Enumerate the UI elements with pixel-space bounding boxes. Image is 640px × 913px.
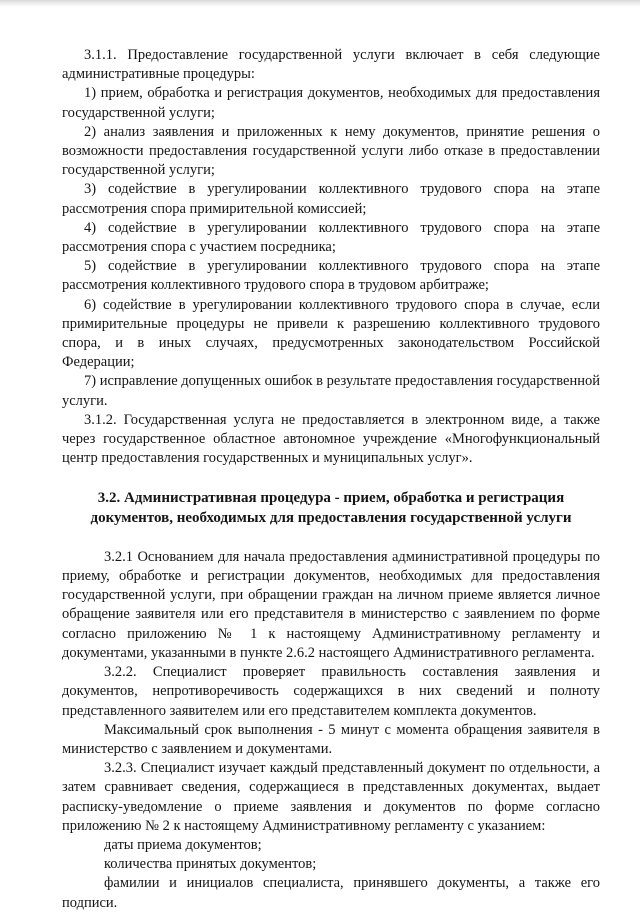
list-item-receipt-specialist: фамилии и инициалов специалиста, принявшего документы, а также его подписи. bbox=[62, 875, 600, 911]
section-title: 3.2. Административная процедура - прием, обработка и регистрация документов, необходимых для предоставления государственной услуги bbox=[90, 490, 572, 526]
paragraph-max-time: Максимальный срок выполнения - 5 минут с момента обращения заявителя в министерство с заявлением и документами. bbox=[62, 721, 600, 757]
list-item-1: 1) прием, обработка и регистрация документов, необходимых для предоставления государственной услуги; bbox=[62, 85, 600, 121]
list-item-receipt-count: количества принятых документов; bbox=[104, 856, 317, 873]
paragraph-3-1-1: 3.1.1. Предоставление государственной услуги включает в себя следующие административные процедуры: bbox=[62, 47, 600, 83]
paragraph-3-1-2: 3.1.2. Государственная услуга не предоставляется в электронном виде, а также через государственное областное автономное учреждение «Многофункциональный центр предоставления государственных и муниципальных услуг». bbox=[62, 411, 600, 467]
list-item-2: 2) анализ заявления и приложенных к нему документов, принятие решения о возможности предоставления государственной услуги либо отказе в предоставлении государственной услуги; bbox=[62, 123, 600, 179]
list-item-6: 6) содействие в урегулировании коллективного трудового спора в случае, если примирительные процедуры не привели к разрешению коллективного трудового спора, и в иных случаях, предусмотренных законодательством Российской Федерации; bbox=[62, 296, 600, 371]
list-item-4: 4) содействие в урегулировании коллективного трудового спора на этапе рассмотрения спора с участием посредника; bbox=[62, 219, 600, 256]
paragraph-3-2-3: 3.2.3. Специалист изучает каждый представленный документ по отдельности, а затем сравнивает сведения, содержащиеся в представленных документах, выдает расписку-уведомление о приеме заявления и документов по форме согласно приложению № 2 к настоящему Административному регламенту с указанием: bbox=[62, 760, 600, 834]
list-item-7: 7) исправление допущенных ошибок в результате предоставления государственной услуги. bbox=[62, 373, 600, 409]
list-item-3: 3) содействие в урегулировании коллективного трудового спора на этапе рассмотрения спора примирительной комиссией; bbox=[62, 181, 600, 217]
paragraph-3-2-2: 3.2.2. Специалист проверяет правильность составления заявления и документов, непротиворечивость содержащихся в них сведений и полноту представленного заявителем или его представителем комплекта документов. bbox=[62, 664, 600, 719]
paragraph-3-2-1: 3.2.1 Основанием для начала предоставления административной процедуры по приему, обработке и регистрации документов, необходимых для предоставления государственной услуги, при обращении граждан на личном приеме является личное обращение заявителя или его представителя в министерство с заявлением по форме согласно приложению № 1 к настоящему Административному регламенту и документами, указанными в пункте 2.6.2 настоящего Административного регламента. bbox=[62, 548, 600, 661]
list-item-5: 5) содействие в урегулировании коллективного трудового спора на этапе рассмотрения коллективного трудового спора в трудовом арбитраже; bbox=[62, 258, 600, 294]
list-item-receipt-date: даты приема документов; bbox=[104, 836, 262, 853]
scan-edge bbox=[0, 0, 640, 7]
document-page bbox=[62, 46, 600, 913]
